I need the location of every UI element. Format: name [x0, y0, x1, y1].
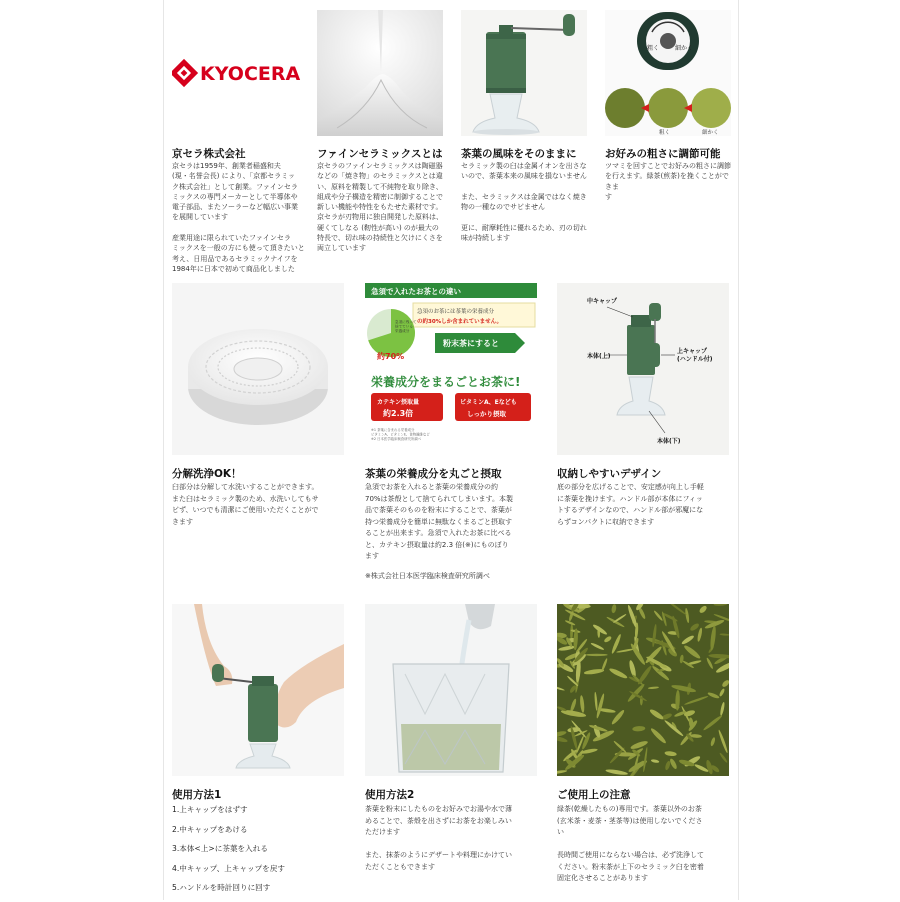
company-text: 京セラは1959年、創業者稲盛和夫 (現・名誉会長) により、「京都セラミッ ク株式会社」として創業。ファインセラ ミックスの専門メーカーとして半導体や 電子部品、またソーラーなど幅広い事業 を展開しています 産業用途に限られていたファインセラ ミックスを一般の方にも使って頂きたいと 考え、日用品であるセラミックナイフを 1984年に日本で初めて商品化しました: [172, 162, 305, 273]
company-title: 京セラ株式会社: [172, 148, 246, 160]
fine-ceramics-text: 京セラのファインセラミックスは陶磁器 などの「焼き物」のセラミックスとは違 い、原料を精製して不純物を取り除き、 組成や分子構造を精密に制御することで 新しい機能や特性をもたせた素材です。 京セラが刃物用に独自開発した原料は、 硬くてしなる (靭性が高い) のが最大の 特長で、切れ味の持続性と欠けにくさを 両立しています: [317, 162, 443, 253]
coarse-label: 粗く: [659, 130, 671, 136]
flavor-text: セラミック製の臼は金属イオンを出さな いので、茶葉本来の風味を損ないません また、セラミックスは金属ではなく焼き 物の一種なのでサビません 更に、耐摩耗性に優れるため、刃の切れ 味が持続します: [461, 162, 587, 243]
nutrition-title: 茶葉の栄養成分を丸ごと摂取: [365, 468, 502, 480]
info-slogan: 栄養成分をまるごとお茶に!: [371, 375, 521, 389]
tea-leaves-image: [557, 604, 729, 776]
coarseness-title: お好みの粗さに調節可能: [605, 148, 721, 160]
usage1-step: 3.本体<上>に茶葉を入れる: [172, 844, 268, 854]
box2-line1: ビタミンA、Eなども: [460, 399, 517, 406]
usage2-text: 茶葉を粉末にしたものをお好みでお湯や水で薄 めることで、茶殻を出さずにお茶をお楽しみい ただけます また、抹茶のようにデザートや料理にかけてい ただくこともできます: [365, 805, 512, 871]
label-cap-top: 上キャップ(ハンドル付): [677, 348, 713, 363]
usage1-step: 4.中キャップ、上キャップを戻す: [172, 863, 285, 873]
label-body-top: 本体(上): [587, 353, 611, 360]
washable-title: 分解洗浄OK！: [172, 468, 242, 480]
nutrition-note: ※株式会社日本医学臨床検査研究所調べ: [365, 572, 490, 580]
usage1-step: 2.中キャップをあける: [172, 824, 248, 834]
caution-text: 緑茶(乾燥したもの)専用です。茶葉以外のお茶 (玄米茶・麦茶・茎茶等)は使用しないでくださ い 長時間ご使用にならない場合は、必ず洗浄して ください。粉末茶が上下のセラミック臼を密着 固定化させることがあります: [557, 805, 704, 882]
nutrition-text: 急須でお茶を入れると茶葉の栄養成分の約 70%は茶殻として捨てられてしまいます。本製 品で茶葉そのものを粉末にすることで、茶葉が 持つ栄養成分を簡単に無駄なくまるごと摂取す ることが出来ます。急須で入れたお茶に比べる と、カテキン摂取量は約2.3 倍(※)にものぼり ます: [365, 483, 513, 560]
dial-fine-label: 細かく: [675, 45, 694, 52]
flavor-title: 茶葉の風味をそのままに: [461, 148, 577, 160]
fine-ceramics-title: ファインセラミックスとは: [317, 148, 443, 160]
product-sheet: [163, 0, 739, 900]
coarseness-text: ツマミを回すことでお好みの粗さに調節 を行えます。緑茶(煎茶)を挽くことができま す: [605, 162, 731, 201]
parts-diagram: [557, 283, 729, 455]
info-lead-1: 急須のお茶には茶葉の栄養成分: [417, 309, 495, 315]
kyocera-logo-mark: [172, 58, 302, 88]
storage-title: 収納しやすいデザイン: [557, 468, 662, 480]
storage-text: 底の部分を広げることで、安定感が向上し手軽 に茶葉を挽けます。ハンドル部が本体にフィッ トするデザインなので、ハンドル部が邪魔にな らずコンパクトに収納できます: [557, 483, 704, 526]
box1-line1: カテキン摂取量: [377, 399, 419, 406]
logo-text: KYOCERA: [200, 63, 301, 85]
nutrition-infographic: [365, 283, 537, 455]
usage1-steps: [172, 804, 352, 902]
usage1-title: 使用方法1: [172, 789, 222, 801]
pie-caption: 急須に残って捨てている栄養成分: [395, 320, 417, 333]
usage2-title: 使用方法2: [365, 789, 415, 801]
usage1-step: 1.上キャップをはずす: [172, 805, 248, 814]
usage-hands-image: [172, 604, 344, 776]
box2-line2: しっかり摂取: [467, 410, 506, 418]
grind-adjust-image: [605, 10, 731, 136]
pie-label: 約70%: [377, 352, 405, 361]
label-cap-mid: 中キャップ: [587, 298, 618, 305]
box1-line2: 約2.3倍: [383, 409, 414, 418]
usage1-step: 5.ハンドルを時計回りに回す: [172, 883, 271, 893]
dial-coarse-label: 粗く: [647, 45, 660, 52]
info-lead-2: の約30%しか含まれていません。: [417, 319, 502, 325]
caution-title: ご使用上の注意: [557, 789, 631, 801]
ceramic-powder-image: [317, 10, 443, 136]
info-fine-print: ※1 茶葉に含まれる栄養成分ビタミンA、ビタミンE、食物繊維など※2 日本医学臨床検査研究所調べ: [371, 428, 430, 441]
label-body-bottom: 本体(下): [657, 438, 681, 445]
usage-pour-image: [365, 604, 537, 776]
ceramic-burr-image: [172, 283, 344, 455]
info-header: 急須で入れたお茶との違い: [371, 287, 461, 296]
green-mill-image: [461, 10, 587, 136]
arrow-text: 粉末茶にすると: [443, 339, 499, 348]
washable-text: 臼部分は分解して水洗いすることができます。 また臼はセラミック製のため、水洗いしてもサ ビず、いつでも清潔にご使用いただくことがで きます: [172, 483, 319, 526]
kyocera-logo: [172, 58, 302, 88]
fine-label: 細かく: [702, 130, 719, 136]
